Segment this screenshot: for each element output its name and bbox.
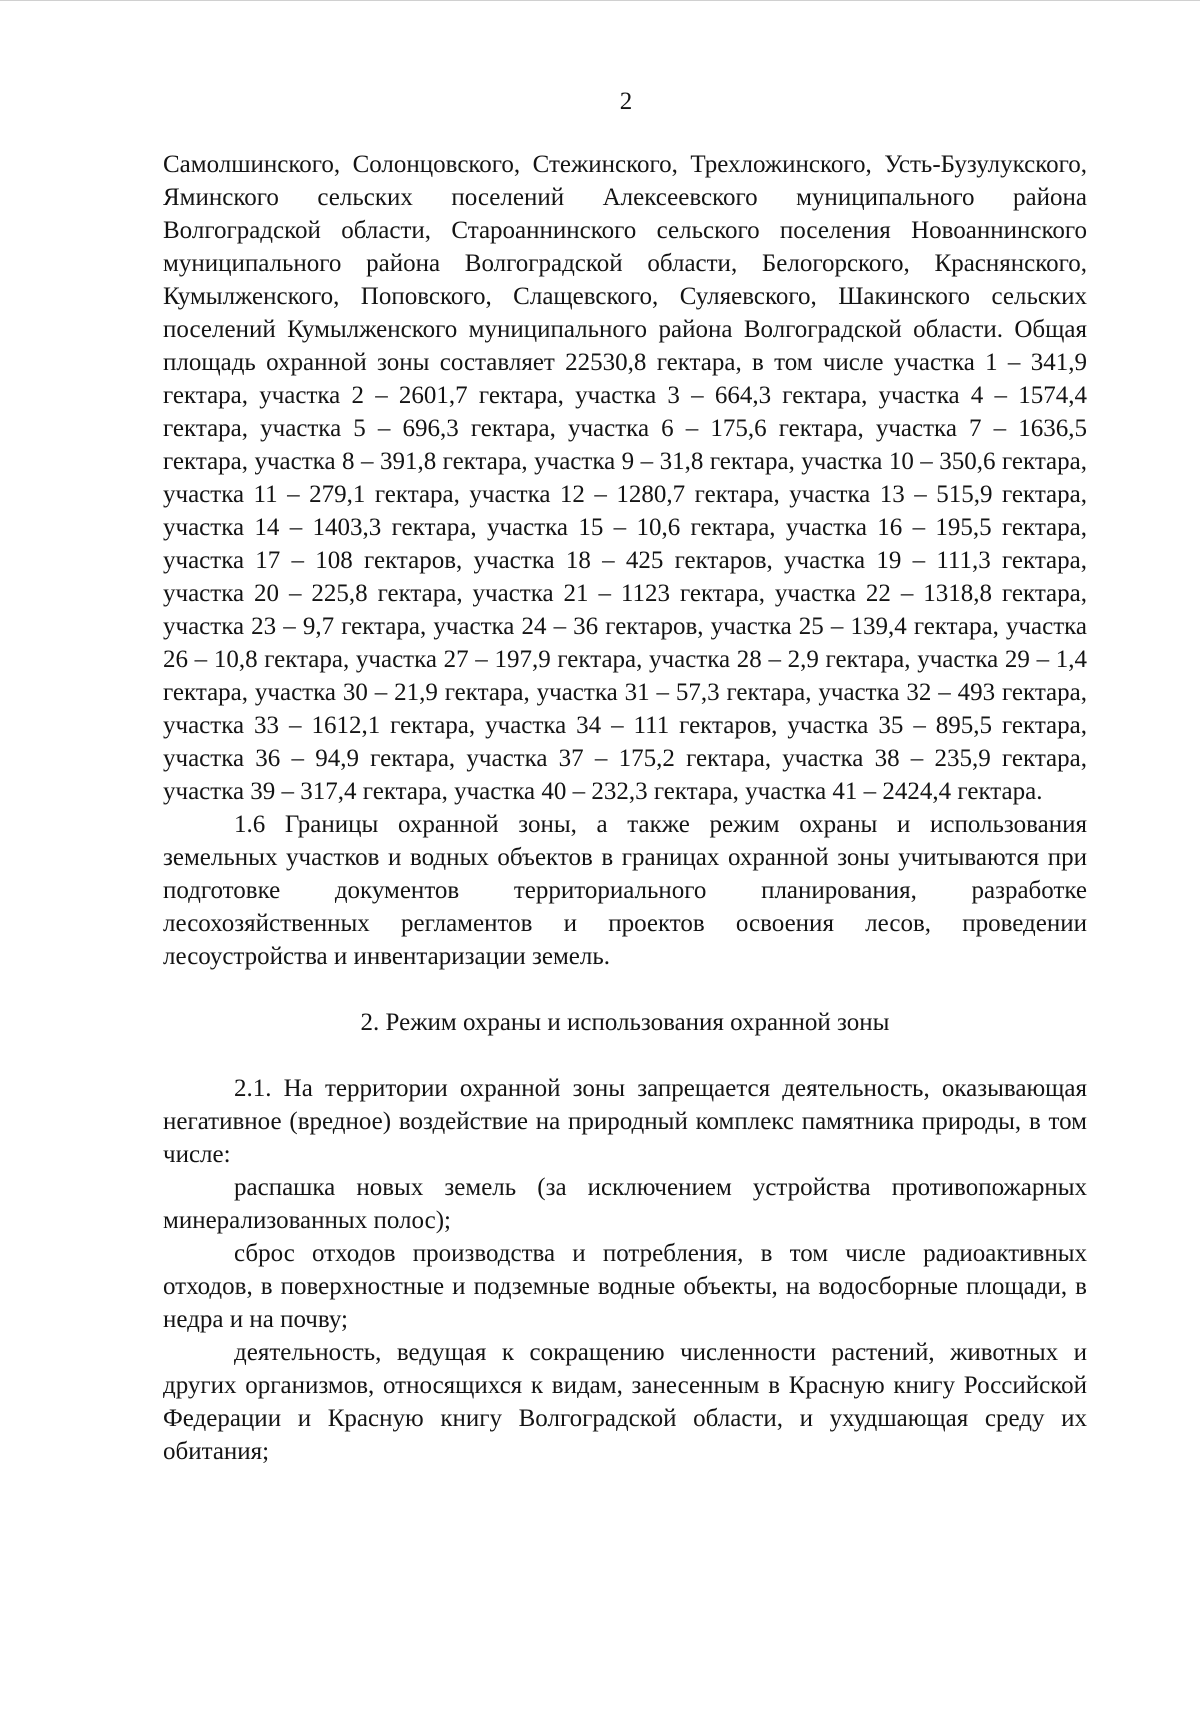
page-top-edge <box>0 0 1200 1</box>
list-item-waste-discharge: сброс отходов производства и потребления, в том числе радиоактивных отходов, в поверхностные и подземные водные объекты, на водосборные площади, в недра и на почву; <box>163 1240 1087 1333</box>
list-item-plowing: распашка новых земель (за исключением устройства противопожарных минерализованных полос); <box>163 1174 1087 1234</box>
section-heading: 2. Режим охраны и использования охранной зоны <box>360 1009 890 1036</box>
page-number: 2 <box>619 88 633 115</box>
document-body <box>163 148 1087 1468</box>
paragraph-continuation: Самолшинского, Солонцовского, Стежинского, Трехложинского, Усть-Бузулукского, Яминского сельских поселений Алексеевского муниципального района Волгоградской области, Староаннинского сельского поселения Новоаннинского муниципального района Волгоградской области, Белогорского, Краснянского, Кумылженского, Поповского, Слащевского, Суляевского, Шакинского сельских поселений Кумылженского муниципального района Волгоградской области. Общая площадь охранной зоны составляет 22530,8 гектара, в том числе участка 1 – 341,9 гектара, участка 2 – 2601,7 гектара, участка 3 – 664,3 гектара, участка 4 – 1574,4 гектара, участка 5 – 696,3 гектара, участка 6 – 175,6 гектара, участка 7 – 1636,5 гектара, участка 8 – 391,8 гектара, участка 9 – 31,8 гектара, участка 10 – 350,6 гектара, участка 11 – 279,1 гектара, участка 12 – 1280,7 гектара, участка 13 – 515,9 гектара, участка 14 – 1403,3 гектара, участка 15 – 10,6 гектара, участка 16 – 195,5 гектара, участка 17 – 108 гектаров, участка 18 – 425 гектаров, участка 19 – 111,3 гектара, участка 20 – 225,8 гектара, участка 21 – 1123 гектара, участка 22 – 1318,8 гектара, участка 23 – 9,7 гектара, участка 24 – 36 гектаров, участка 25 – 139,4 гектара, участка 26 – 10,8 гектара, участка 27 – 197,9 гектара, участка 28 – 2,9 гектара, участка 29 – 1,4 гектара, участка 30 – 21,9 гектара, участка 31 – 57,3 гектара, участка 32 – 493 гектара, участка 33 – 1612,1 гектара, участка 34 – 111 гектаров, участка 35 – 895,5 гектара, участка 36 – 94,9 гектара, участка 37 – 175,2 гектара, участка 38 – 235,9 гектара, участка 39 – 317,4 гектара, участка 40 – 232,3 гектара, участка 41 – 2424,4 гектара. <box>163 151 1087 805</box>
list-item-species-reduction: деятельность, ведущая к сокращению численности растений, животных и других организмов, относящихся к видам, занесенным в Красную книгу Российской Федерации и Красную книгу Волгоградской области, и ухудшающая среду их обитания; <box>163 1339 1087 1465</box>
paragraph-2-1: 2.1. На территории охранной зоны запрещается деятельность, оказывающая негативное (вредное) воздействие на природный комплекс памятника природы, в том числе: <box>163 1075 1087 1168</box>
paragraph-1-6: 1.6 Границы охранной зоны, а также режим охраны и использования земельных участков и водных объектов в границах охранной зоны учитываются при подготовке документов территориального планирования, разработке лесохозяйственных регламентов и проектов освоения лесов, проведении лесоустройства и инвентаризации земель. <box>163 811 1087 970</box>
